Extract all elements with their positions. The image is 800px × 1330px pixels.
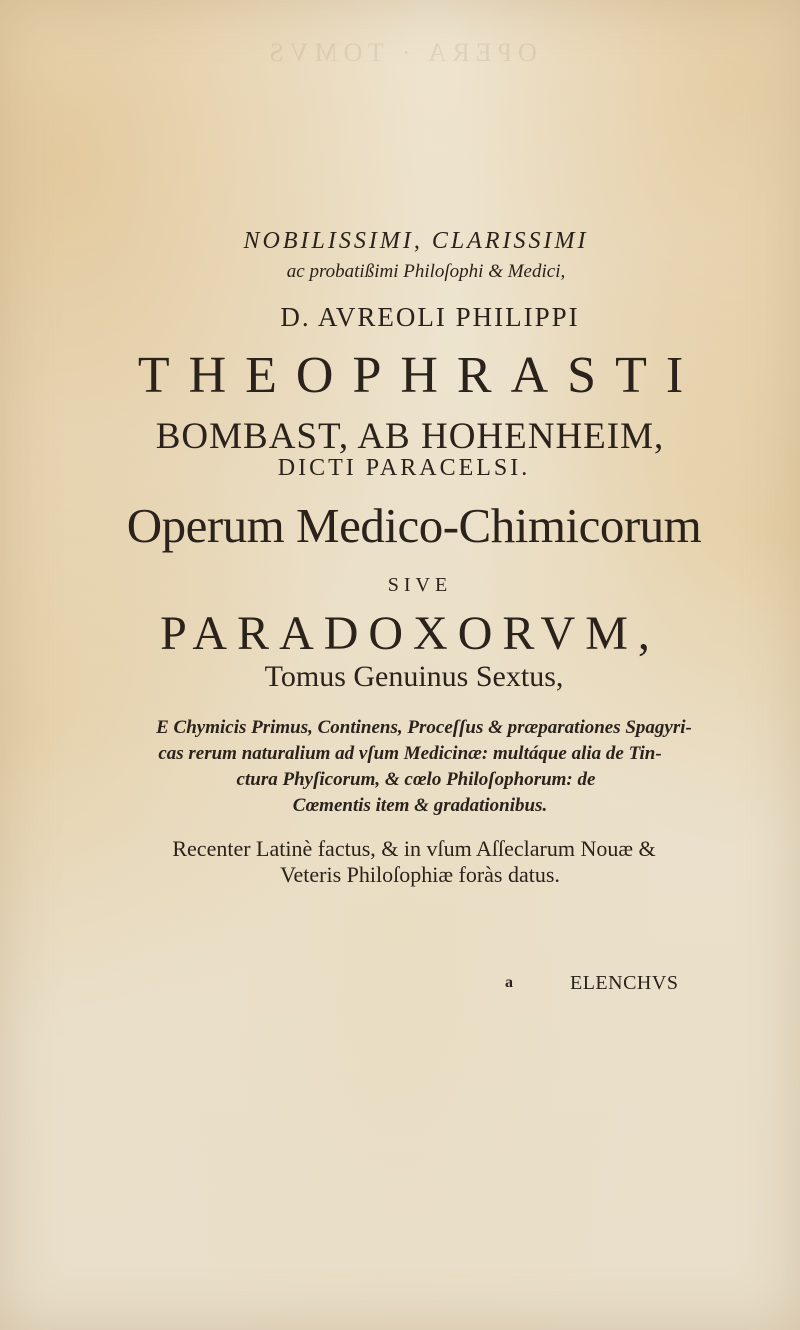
contents-line-1: E Chymicis Primus, Continens, Proceſſus & præparationes Spagyri- bbox=[156, 717, 692, 738]
recenter-line-1: Recenter Latinè factus, & in vſum Aſſeclarum Nouæ & bbox=[172, 836, 656, 861]
paracelsi-line: DICTI PARACELSI. bbox=[277, 455, 531, 481]
recenter-line-2: Veteris Philoſophiæ foràs datus. bbox=[280, 862, 560, 887]
contents-line-2: cas rerum naturalium ad vſum Medicinæ: multáque alia de Tin- bbox=[158, 743, 662, 764]
signature-mark: a bbox=[505, 974, 513, 991]
nobilissimi-line: NOBILISSIMI, CLARISSIMI bbox=[243, 228, 589, 254]
contents-line-3: ctura Phyſicorum, & cœlo Philoſophorum: de bbox=[236, 769, 596, 790]
sive-line: SIVE bbox=[387, 574, 453, 596]
catchword: ELENCHVS bbox=[570, 972, 679, 994]
paradoxorum-heading: PARADOXORVM, bbox=[160, 607, 660, 660]
probatissimi-line: ac probatißimi Philoſophi & Medici, bbox=[286, 261, 566, 282]
show-through-text: OPERA · TOMVS bbox=[263, 38, 537, 67]
bombast-line: BOMBAST, AB HOHENHEIM, bbox=[155, 416, 665, 457]
author-name-line: D. AVREOLI PHILIPPI bbox=[280, 302, 580, 332]
theophrasti-heading: THEOPHRASTI bbox=[137, 347, 703, 404]
work-title: Operum Medico-Chimicorum bbox=[126, 498, 702, 553]
contents-line-4: Cœmentis item & gradationibus. bbox=[292, 795, 548, 816]
volume-line: Tomus Genuinus Sextus, bbox=[264, 660, 564, 693]
